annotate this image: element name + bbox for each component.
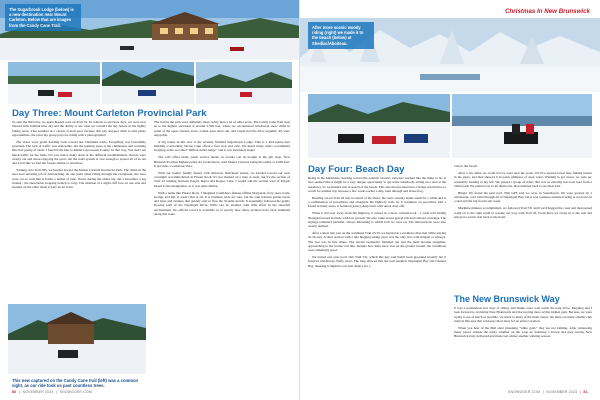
day4-c1-p5: We turned east onto local club Trail 531, which this guy said hadn't been groomed recently but it featured windswept, fluffy snow. The map showed that the trail parallels Nepisiguit Bay and Chaleur Bay, meaning it might be our best chance for a [308,255,446,268]
day3-c1-p3: Turning onto Trail 385, we headed toward the Mount Carleton Provincial Park. The climb in the area does amazing job of debranching. At one point when riding through the evergreens, the trees were cut so well that it forms a tunnel of pine. Never during the entire trip did I encounter a log broken - the snowfields stopping branch or twig. The addition of a slight cliff face on one side and streams on the other made it truly an art form. [12,168,146,190]
page-number-right: 81 [583,390,588,394]
day4-c2-p2: After a few miles we could tell we were near the water. We first spotted forest here flaking breeze in the gusts, and then showed it in quick glimpses of open water. Wanting to get closer, we rode on, constantly looking to my left. We passed a group of riders that was so entering into trail road from a rabbit path. We pulled over to let them pass, then doubled back to see their trail. [454,171,592,188]
day3-c2-p2: A big bonus in this area is the recently finished Sugarbrook Lodge. This is a 404-square-foot building overlooking Nictau Lake offers a fuel stop and café. We heard many riders recommend stopping at the so-called "million dollar lodge," and it was absolutely huge! [154,139,290,153]
page-number-left: 80 [12,390,17,394]
issue-left: NOVEMBER 2024 [22,390,54,394]
snowmobiles-photo [308,94,450,158]
day3-column-1 [12,120,146,192]
candy-cane-trail-photo-3 [196,62,292,104]
day4-c1-p1: Being in the Maritimes, heading toward the Atlantic Ocean's saltwater seemed like the thing to do. It also seemed like it might be a very unique opportunity to get some somebody, sitting on a sled at the seashore). So we headed east in search of the beach. This also incorporated into a bridge would have to watch for another trip because a few works earlier a ship went through and broke frog. [308,176,446,193]
nbway-p1: It was a tremendous few days of riding, and thanks were well worth the long drive. Mapping and I look forward to revisiting New Brunswick and discovering more of this hidden gem. Because we were trying to see as much as possible, we stuck to many of the main routes, but there are many smaller club trails in this area that can keep riders busy for an entire vacation. [454,306,592,323]
site-right: SNOWGOER.COM [508,390,541,394]
lodge-caption: The Sugarbrook Lodge (below) is a new destination near Mount Carleton. Below that are images from the Candy Cane Trail. [5,4,81,31]
day3-column-2 [154,120,290,219]
iced-caption: After more scenic woody riding (right) we made it to the beach (below) at Shediac/Aboiteau. [308,22,374,49]
day4-c2-p1: visit to the beach. [454,164,478,168]
day3-c1-p1: To start the third day, we again headed west on Trail 19. In contrast to previous days, we were now blessed with brilliant blue sky and the ability to see what we couldn't the day before in the lightly falling snow. That resulted in a clearer overall pace because this guy stopped often to take photo opportunities, the price my group pays for riding with a photographer! [12,120,146,137]
day4-column-2 [454,164,592,222]
day3-c2-p5: With a name like Plaster Rock, I imagined Candidus's famous offline Dragonair, fiery snow trails, strange and flat. It wasn't that at all. It is business wide for sure, but the trail features gentle twists and turns and avenues that quickly start to flow the 32-mile stretch. It essentially followed the gently flowing path of the Nepisiguit River. WPG can be attained with little effort in the snowfall environment. No official record is available as to exactly how many pictures have been stumbled along this route. [154,190,290,216]
day4-column-1 [308,176,446,271]
day4-c1-p4: After a short ride east on the combined Trail 23/10, we headed in a northeast direction while staying on 26 east. A short section with a line hugging taking place was the only area with moguls or whoops. The rest was in fine shape. The terrain eventually flattened out and the bush became straighter, approaching to the former rail line. Despite how little snow was on the ground overall, the conditions were amazingly good. [308,231,446,253]
day3-c2-p4: With our bodies freshly fueled with delicious individual pizzas, we headed toward our next overnight accommodation in Plaster Rock. It's not marked on a map as such, but it's the section of Trail 23 running between Popple Depot and Rogers Lake. I would add the section west of Popple Depot to the designation, as it was quite similar. [154,170,290,188]
day4-c1-p3: When it did veer away from the highway, it turned in a more wetland-look - a wide trail sliding through forested sections with low growth. We also came across gravel pits and railroad crossings. The signage remained plentiful, always informing to which trail we were on. The intersections were also clearly marked. [308,211,446,229]
day4-c2-p4: Maritime minutes accomplished, we followed Trail 531 until we'd hugged the coast and then turned south on to the right south to resume our loop with Trail 26. From there we swept in to the east and enjoyed a scenic ride back to the hotel. [454,206,592,219]
beach-photo [452,94,592,158]
nbway-heading: The New Brunswick Way [454,294,560,304]
day3-c2-p3: The café offers many quick service meals, in Acadia can be bought at the gift shop. New Brunswick's three highest peaks are located here, with Mount Carleton being the tallest at 2,690 feet. It provides a wondrous vista. [154,155,290,168]
nbway-column [454,306,592,341]
candy-cane-trail-photo-1 [8,62,100,104]
station-photo [8,304,146,374]
day4-c2-p3: Bingo! We found the next trail. This GPS said we were in Stonehaven. We were greeted by a windswept, cold wind through all of Nepisiguit Bay, but it was a unique sensation being at sea level on a sled and the big frozen salt water. [454,190,592,204]
day3-heading: Day Three: Mount Carleton Provincial Park [12,108,207,119]
day4-c1-p2: Heading out on Trail 26 east in search of the shore, the route actually heads south for a while and is a combination of powerlines and alongside the highway trail. As it continues on powerline trail a friend in many areas, it featured (gates) sharp turns with quick drop offs. [308,195,446,209]
day3-c2-p1: The trail in the park were definitely more twisty than a lot of other areas. The Candy Cane Trail took us to the highest elevation at around 2,500 feet, where we encountered windswept snow drifts in some of the open, treeless areas. Comet trees short run, and Cupid tied the drive together. All were enjoyable. [154,120,290,137]
day3-c1-p2: The vistas were grand heading back toward the Christmas trails. Everything was beautifully groomed. The lack of traffic was noticeable, but the parking areas at the clubhouses and warming huts had plenty of sleds. I found trails like to Maine's Aroostook County. In that way, You don't see much traffic on the trails, but you notice many sleds at the different establishments. People were clearly out and about enjoying the sport, but the trails system is vast enough to spread all of us out and it felt like we had the forests almost to ourselves. [12,139,146,166]
footer-left: 80 | NOVEMBER 2024 | SNOWGOER.COM [12,390,92,394]
section-header: Christmas In New Brunswick [505,8,590,15]
site-left: SNOWGOER.COM [59,390,92,394]
candy-cane-trail-photo-2 [102,62,194,104]
station-caption: This new captured on the Candy Cane trail (left) was a common sight, as our ride took us past countless trees. [12,378,139,389]
day4-heading: Day Four: Beach Day [308,164,405,175]
nbway-p2: When you hear of the Bell slant (meaning "white gold," they are not kidding. After witnessing many places outside the trusty windlier on the wrap up featuring a brown and grey terrain, New Brunswick truly delivered and made last winter another winning season. [454,325,592,339]
footer-right: SNOWGOER.COM | NOVEMBER 2024 | 81 [508,390,588,394]
issue-right: NOVEMBER 2024 [546,390,578,394]
right-page [300,0,600,400]
